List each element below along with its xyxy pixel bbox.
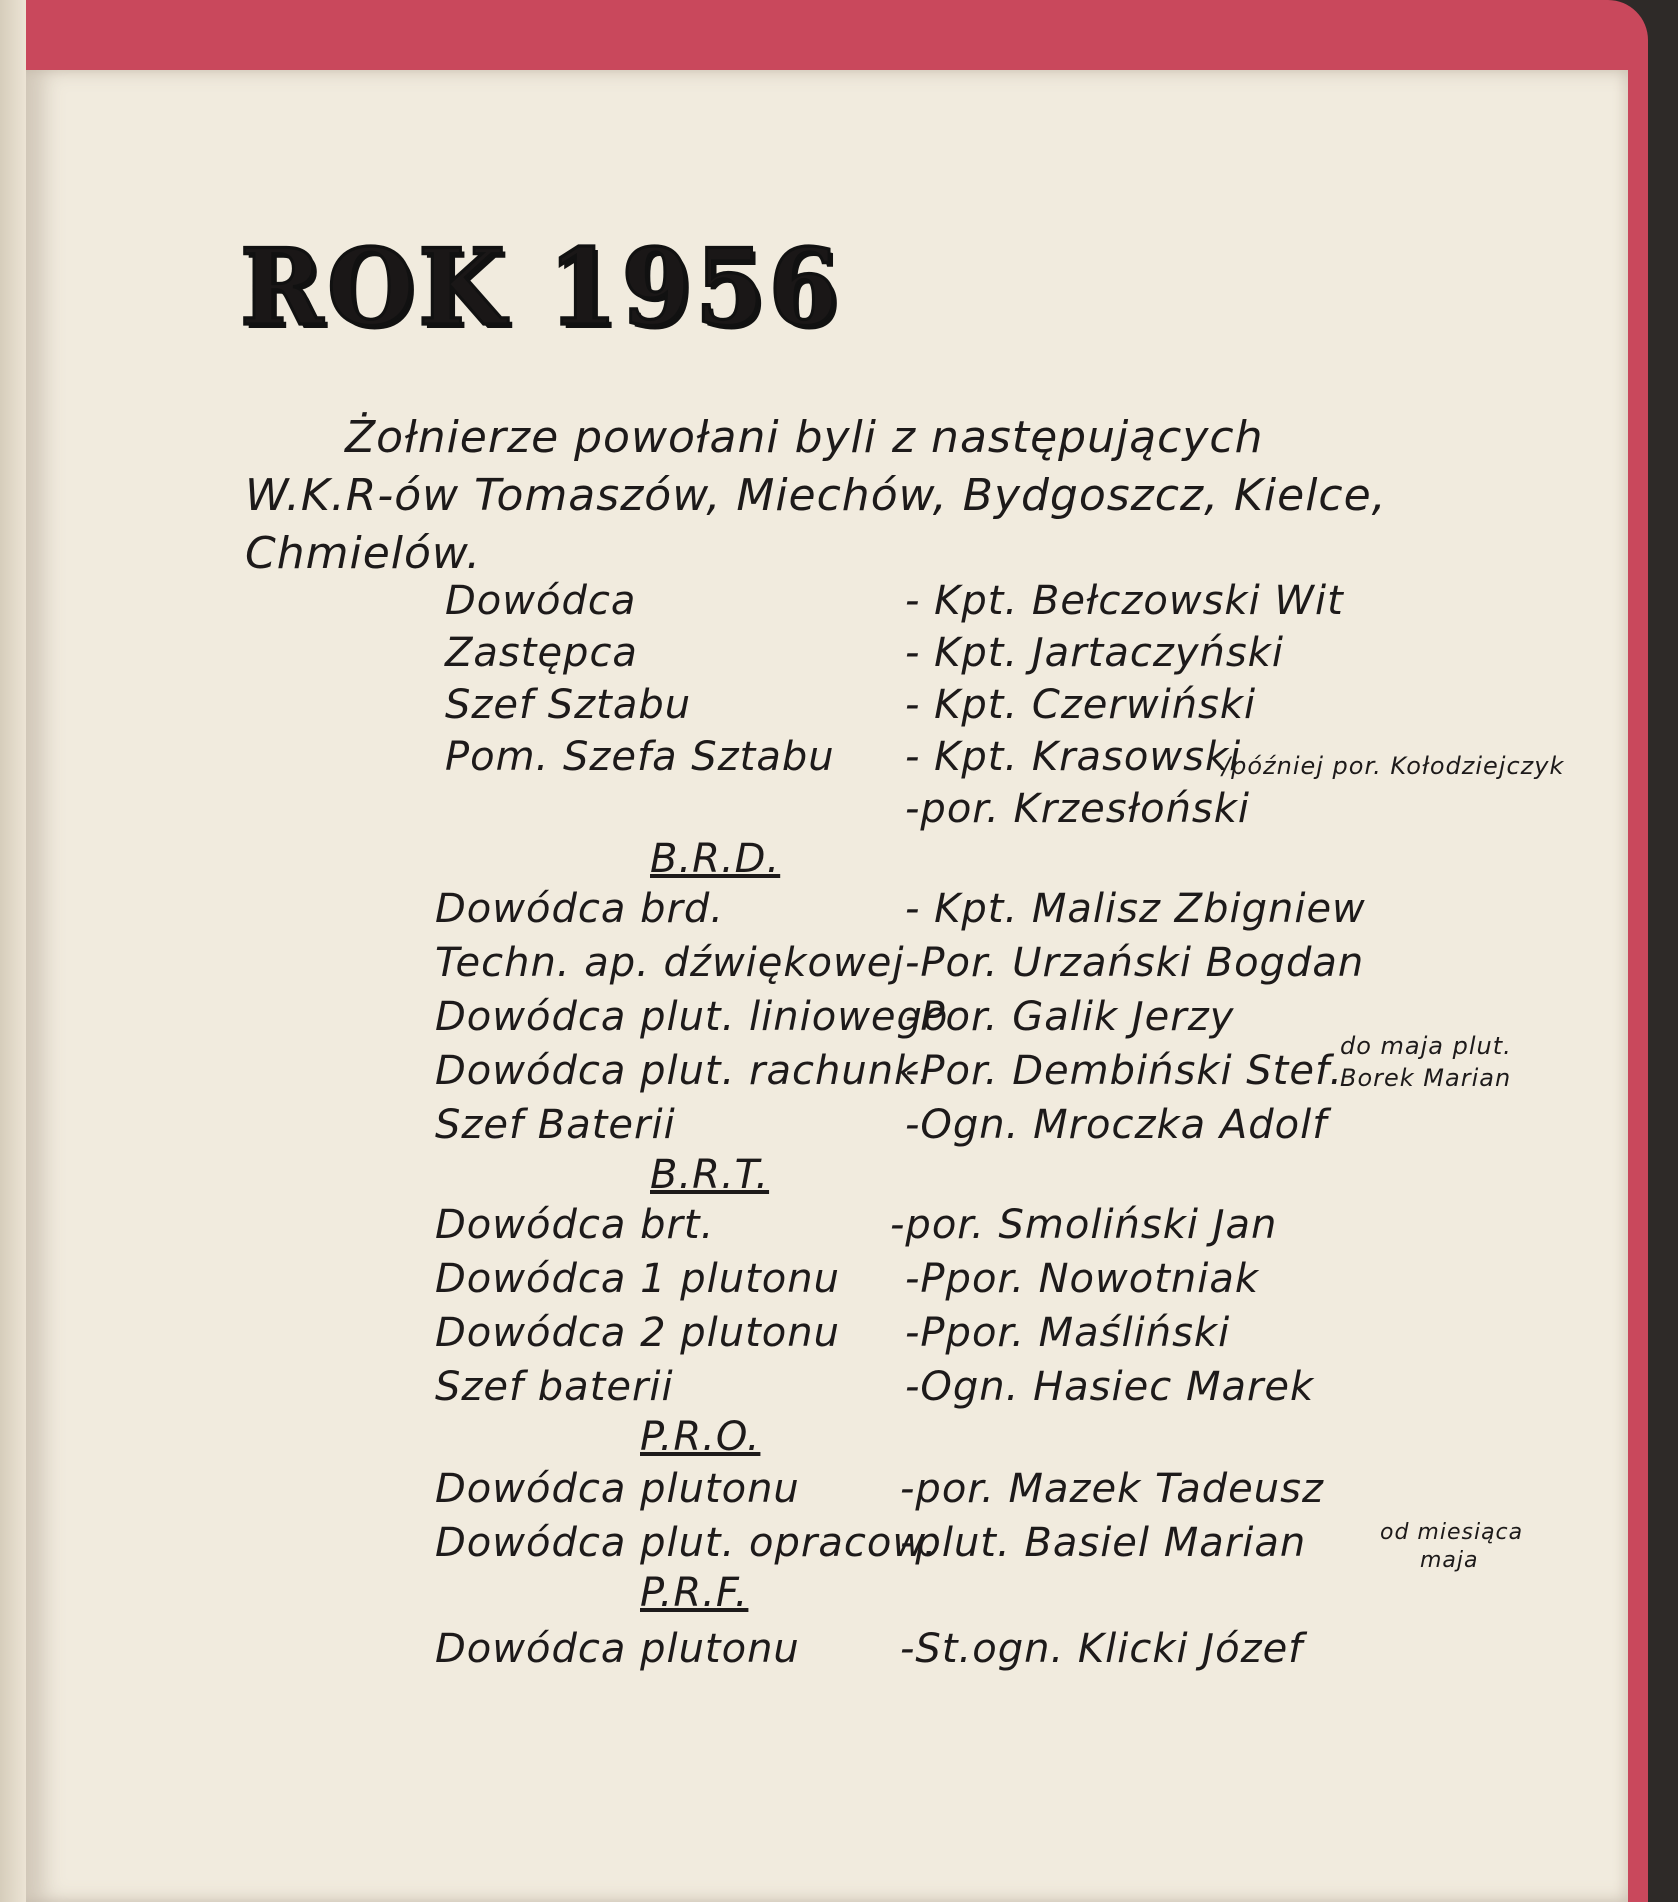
row-role: Techn. ap. dźwiękowej — [435, 940, 905, 986]
margin-note: /później por. Kołodziejczyk — [1222, 752, 1565, 780]
row-role: Szef Baterii — [435, 1102, 676, 1148]
row-name: -por. Mazek Tadeusz — [900, 1466, 1324, 1512]
staff-role: Dowódca — [445, 578, 637, 624]
intro-line-3: Chmielów. — [245, 528, 482, 579]
row-role: Dowódca plut. rachunk. — [435, 1048, 932, 1094]
row-name: -Ppor. Nowotniak — [905, 1256, 1260, 1302]
margin-note: maja — [1420, 1548, 1479, 1573]
row-name: -plut. Basiel Marian — [900, 1520, 1307, 1566]
staff-name: - Kpt. Bełczowski Wit — [905, 578, 1344, 624]
section-heading: P.R.F. — [640, 1570, 749, 1616]
row-role: Dowódca plut. opracow. — [435, 1520, 938, 1566]
section-heading: B.R.T. — [650, 1152, 770, 1198]
row-name: -Por. Dembiński Stef. — [905, 1048, 1344, 1094]
row-name: - Kpt. Malisz Zbigniew — [905, 886, 1366, 932]
intro-line-2: W.K.R-ów Tomaszów, Miechów, Bydgoszcz, Kielce, — [245, 470, 1387, 521]
intro-line-1: Żołnierze powołani byli z następujących — [345, 412, 1264, 463]
binding-gutter — [0, 0, 26, 1902]
row-role: Dowódca 1 plutonu — [435, 1256, 840, 1302]
margin-note: do maja plut. — [1340, 1032, 1512, 1060]
staff-name: -por. Krzesłoński — [905, 786, 1251, 832]
staff-role: Zastępca — [445, 630, 638, 676]
row-role: Dowódca plutonu — [435, 1466, 800, 1512]
row-role: Dowódca brd. — [435, 886, 725, 932]
row-role: Dowódca brt. — [435, 1202, 715, 1248]
staff-role: Szef Sztabu — [445, 682, 692, 728]
row-role: Dowódca plut. liniowego — [435, 994, 949, 1040]
row-name: -Por. Urzański Bogdan — [905, 940, 1365, 986]
row-role: Szef baterii — [435, 1364, 674, 1410]
staff-name: - Kpt. Jartaczyński — [905, 630, 1284, 676]
margin-note: od miesiąca — [1380, 1520, 1524, 1545]
row-role: Dowódca 2 plutonu — [435, 1310, 840, 1356]
page-title: ROK 1956 — [240, 225, 843, 349]
row-name: -Ppor. Maśliński — [905, 1310, 1231, 1356]
row-name: -Por. Galik Jerzy — [905, 994, 1235, 1040]
margin-note: Borek Marian — [1340, 1064, 1512, 1092]
staff-name: - Kpt. Krasowski — [905, 734, 1242, 780]
staff-name: - Kpt. Czerwiński — [905, 682, 1257, 728]
row-name: -St.ogn. Klicki Józef — [900, 1626, 1304, 1672]
section-heading: P.R.O. — [640, 1414, 761, 1460]
row-name: -por. Smoliński Jan — [890, 1202, 1278, 1248]
row-role: Dowódca plutonu — [435, 1626, 800, 1672]
row-name: -Ogn. Mroczka Adolf — [905, 1102, 1328, 1148]
section-heading: B.R.D. — [650, 836, 781, 882]
row-name: -Ogn. Hasiec Marek — [905, 1364, 1315, 1410]
staff-role: Pom. Szefa Sztabu — [445, 734, 835, 780]
